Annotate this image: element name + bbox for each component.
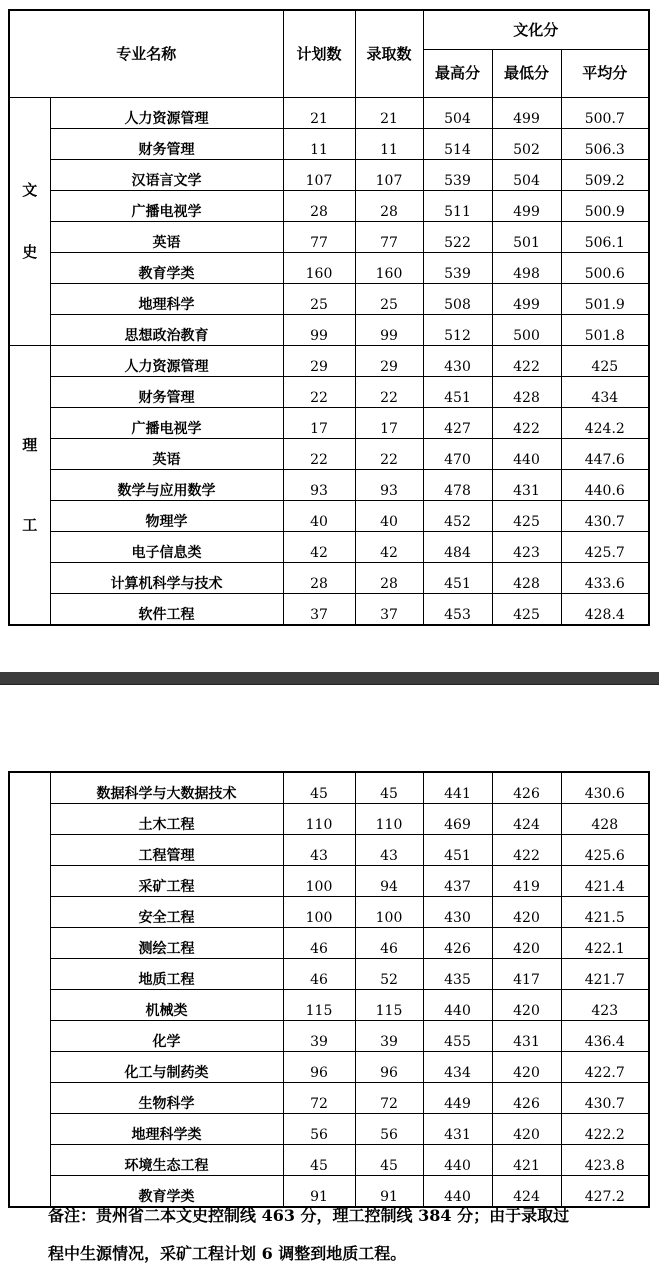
table-row: [9, 315, 649, 346]
plan-cell: 107: [283, 160, 355, 191]
admitted-cell: 115: [355, 990, 423, 1021]
avg-score-cell: 430.6: [561, 772, 649, 804]
max-score-cell: 440: [423, 990, 492, 1021]
category-cell: [9, 346, 50, 626]
major-name-cell: 测绘工程: [50, 928, 283, 959]
max-score-cell: 431: [423, 1114, 492, 1145]
plan-cell: 77: [283, 222, 355, 253]
admitted-cell: 107: [355, 160, 423, 191]
admitted-cell: 21: [355, 98, 423, 129]
admitted-cell: 22: [355, 439, 423, 470]
plan-cell: 99: [283, 315, 355, 346]
max-score-cell: 451: [423, 377, 492, 408]
note-line-2: 程中生源情况，采矿工程计划 6 调整到地质工程。: [48, 1244, 407, 1263]
admitted-cell: 29: [355, 346, 423, 377]
plan-cell: 46: [283, 928, 355, 959]
avg-score-cell: 423: [561, 990, 649, 1021]
admitted-cell: 45: [355, 772, 423, 804]
plan-cell: 100: [283, 897, 355, 928]
major-name-cell: 人力资源管理: [50, 346, 283, 377]
table-row: [9, 1145, 649, 1176]
avg-score-cell: 422.1: [561, 928, 649, 959]
admitted-cell: 45: [355, 1145, 423, 1176]
plan-cell: 22: [283, 439, 355, 470]
plan-cell: 93: [283, 470, 355, 501]
max-score-cell: 539: [423, 253, 492, 284]
avg-score-cell: 506.1: [561, 222, 649, 253]
table-row: [9, 1021, 649, 1052]
major-name-cell: 教育学类: [50, 253, 283, 284]
avg-score-cell: 501.9: [561, 284, 649, 315]
min-score-cell: 431: [492, 470, 561, 501]
avg-score-cell: 500.9: [561, 191, 649, 222]
avg-score-cell: 434: [561, 377, 649, 408]
plan-cell: 28: [283, 563, 355, 594]
plan-cell: 100: [283, 866, 355, 897]
admitted-cell: 39: [355, 1021, 423, 1052]
avg-score-cell: 501.8: [561, 315, 649, 346]
min-score-cell: 425: [492, 501, 561, 532]
max-score-cell: 504: [423, 98, 492, 129]
min-score-cell: 425: [492, 594, 561, 626]
major-name-cell: 英语: [50, 222, 283, 253]
avg-score-cell: 425.6: [561, 835, 649, 866]
header-culture-score: 文化分: [423, 10, 649, 50]
avg-score-cell: 421.7: [561, 959, 649, 990]
max-score-cell: 451: [423, 835, 492, 866]
plan-cell: 42: [283, 532, 355, 563]
admitted-cell: 160: [355, 253, 423, 284]
plan-cell: 39: [283, 1021, 355, 1052]
wenshi-section: [9, 98, 649, 346]
max-score-cell: 514: [423, 129, 492, 160]
avg-score-cell: 424.2: [561, 408, 649, 439]
category-cell: [9, 98, 50, 346]
plan-cell: 17: [283, 408, 355, 439]
header-row: [9, 10, 649, 50]
table-row: [9, 594, 649, 626]
min-score-cell: 500: [492, 315, 561, 346]
admitted-cell: 11: [355, 129, 423, 160]
major-name-cell: 数学与应用数学: [50, 470, 283, 501]
plan-cell: 11: [283, 129, 355, 160]
page-divider: [0, 672, 659, 685]
min-score-cell: 420: [492, 897, 561, 928]
header-plan: 计划数: [283, 10, 355, 98]
category-cell: [9, 772, 50, 1207]
table-row: [9, 772, 649, 804]
major-name-cell: 软件工程: [50, 594, 283, 626]
min-score-cell: 421: [492, 1145, 561, 1176]
admitted-cell: 22: [355, 377, 423, 408]
major-name-cell: 电子信息类: [50, 532, 283, 563]
max-score-cell: 434: [423, 1052, 492, 1083]
min-score-cell: 426: [492, 1083, 561, 1114]
min-score-cell: 431: [492, 1021, 561, 1052]
admitted-cell: 25: [355, 284, 423, 315]
min-score-cell: 424: [492, 804, 561, 835]
admitted-cell: 28: [355, 563, 423, 594]
major-name-cell: 财务管理: [50, 129, 283, 160]
note-line-1: 备注：贵州省二本文史控制线 463 分，理工控制线 384 分；由于录取过: [48, 1206, 570, 1225]
table-row: [9, 1176, 649, 1208]
max-score-cell: 470: [423, 439, 492, 470]
max-score-cell: 511: [423, 191, 492, 222]
admitted-cell: 96: [355, 1052, 423, 1083]
max-score-cell: 455: [423, 1021, 492, 1052]
category-label: 工: [22, 515, 38, 534]
header-min: 最低分: [492, 50, 561, 98]
table-row: [9, 532, 649, 563]
admitted-cell: 100: [355, 897, 423, 928]
min-score-cell: 420: [492, 1052, 561, 1083]
min-score-cell: 420: [492, 928, 561, 959]
plan-cell: 72: [283, 1083, 355, 1114]
header-major: 专业名称: [9, 10, 283, 98]
table-row: [9, 98, 649, 129]
admitted-cell: 94: [355, 866, 423, 897]
avg-score-cell: 436.4: [561, 1021, 649, 1052]
admitted-cell: 72: [355, 1083, 423, 1114]
max-score-cell: 440: [423, 1176, 492, 1208]
admitted-cell: 28: [355, 191, 423, 222]
max-score-cell: 478: [423, 470, 492, 501]
admitted-cell: 43: [355, 835, 423, 866]
max-score-cell: 453: [423, 594, 492, 626]
avg-score-cell: 500.6: [561, 253, 649, 284]
avg-score-cell: 428.4: [561, 594, 649, 626]
table-row: [9, 160, 649, 191]
table-row: [9, 897, 649, 928]
category-label: 文: [22, 181, 38, 199]
major-name-cell: 安全工程: [50, 897, 283, 928]
min-score-cell: 428: [492, 377, 561, 408]
avg-score-cell: 422.7: [561, 1052, 649, 1083]
min-score-cell: 420: [492, 990, 561, 1021]
major-name-cell: 地质工程: [50, 959, 283, 990]
major-name-cell: 土木工程: [50, 804, 283, 835]
table-row: [9, 129, 649, 160]
plan-cell: 45: [283, 1145, 355, 1176]
plan-cell: 56: [283, 1114, 355, 1145]
max-score-cell: 469: [423, 804, 492, 835]
major-name-cell: 环境生态工程: [50, 1145, 283, 1176]
max-score-cell: 452: [423, 501, 492, 532]
max-score-cell: 484: [423, 532, 492, 563]
category-label: 理: [22, 435, 38, 454]
avg-score-cell: 428: [561, 804, 649, 835]
max-score-cell: 508: [423, 284, 492, 315]
major-name-cell: 英语: [50, 439, 283, 470]
avg-score-cell: 506.3: [561, 129, 649, 160]
admitted-cell: 17: [355, 408, 423, 439]
min-score-cell: 424: [492, 1176, 561, 1208]
ligong-section: [9, 346, 649, 626]
max-score-cell: 426: [423, 928, 492, 959]
table-row: [9, 959, 649, 990]
major-name-cell: 化工与制药类: [50, 1052, 283, 1083]
avg-score-cell: 447.6: [561, 439, 649, 470]
avg-score-cell: 423.8: [561, 1145, 649, 1176]
major-name-cell: 汉语言文学: [50, 160, 283, 191]
admitted-cell: 42: [355, 532, 423, 563]
max-score-cell: 430: [423, 897, 492, 928]
min-score-cell: 426: [492, 772, 561, 804]
plan-cell: 40: [283, 501, 355, 532]
min-score-cell: 422: [492, 346, 561, 377]
table-row: [9, 990, 649, 1021]
min-score-cell: 504: [492, 160, 561, 191]
plan-cell: 46: [283, 959, 355, 990]
max-score-cell: 430: [423, 346, 492, 377]
table-row: [9, 1052, 649, 1083]
admitted-cell: 37: [355, 594, 423, 626]
table-row: [9, 563, 649, 594]
table-row: [9, 222, 649, 253]
plan-cell: 91: [283, 1176, 355, 1208]
table-row: [9, 284, 649, 315]
admitted-cell: 40: [355, 501, 423, 532]
table-row: [9, 501, 649, 532]
header-avg: 平均分: [561, 50, 649, 98]
plan-cell: 28: [283, 191, 355, 222]
plan-cell: 160: [283, 253, 355, 284]
major-name-cell: 教育学类: [50, 1176, 283, 1208]
major-name-cell: 生物科学: [50, 1083, 283, 1114]
avg-score-cell: 422.2: [561, 1114, 649, 1145]
min-score-cell: 499: [492, 284, 561, 315]
major-name-cell: 工程管理: [50, 835, 283, 866]
admitted-cell: 110: [355, 804, 423, 835]
max-score-cell: 522: [423, 222, 492, 253]
plan-cell: 110: [283, 804, 355, 835]
avg-score-cell: 427.2: [561, 1176, 649, 1208]
min-score-cell: 502: [492, 129, 561, 160]
table-row: [9, 835, 649, 866]
plan-cell: 21: [283, 98, 355, 129]
table-row: [9, 253, 649, 284]
major-name-cell: 采矿工程: [50, 866, 283, 897]
max-score-cell: 440: [423, 1145, 492, 1176]
plan-cell: 25: [283, 284, 355, 315]
header-max: 最高分: [423, 50, 492, 98]
admitted-cell: 91: [355, 1176, 423, 1208]
category-label: 史: [22, 243, 38, 261]
max-score-cell: 437: [423, 866, 492, 897]
table-row: [9, 928, 649, 959]
min-score-cell: 419: [492, 866, 561, 897]
major-name-cell: 财务管理: [50, 377, 283, 408]
max-score-cell: 441: [423, 772, 492, 804]
avg-score-cell: 430.7: [561, 501, 649, 532]
table-row: [9, 439, 649, 470]
table-row: [9, 1114, 649, 1145]
avg-score-cell: 500.7: [561, 98, 649, 129]
min-score-cell: 422: [492, 408, 561, 439]
min-score-cell: 499: [492, 191, 561, 222]
major-name-cell: 思想政治教育: [50, 315, 283, 346]
plan-cell: 37: [283, 594, 355, 626]
admitted-cell: 46: [355, 928, 423, 959]
plan-cell: 22: [283, 377, 355, 408]
major-name-cell: 地理科学: [50, 284, 283, 315]
table-row: [9, 804, 649, 835]
major-name-cell: 地理科学类: [50, 1114, 283, 1145]
max-score-cell: 435: [423, 959, 492, 990]
admission-table-page2: [8, 771, 650, 1208]
avg-score-cell: 509.2: [561, 160, 649, 191]
admitted-cell: 77: [355, 222, 423, 253]
max-score-cell: 449: [423, 1083, 492, 1114]
min-score-cell: 428: [492, 563, 561, 594]
table-row: [9, 866, 649, 897]
min-score-cell: 423: [492, 532, 561, 563]
min-score-cell: 420: [492, 1114, 561, 1145]
major-name-cell: 数据科学与大数据技术: [50, 772, 283, 804]
table-row: [9, 377, 649, 408]
admitted-cell: 93: [355, 470, 423, 501]
major-name-cell: 广播电视学: [50, 191, 283, 222]
plan-cell: 43: [283, 835, 355, 866]
major-name-cell: 广播电视学: [50, 408, 283, 439]
min-score-cell: 440: [492, 439, 561, 470]
admitted-cell: 56: [355, 1114, 423, 1145]
max-score-cell: 512: [423, 315, 492, 346]
table-row: [9, 408, 649, 439]
admission-table-page1: [8, 9, 650, 626]
plan-cell: 29: [283, 346, 355, 377]
major-name-cell: 机械类: [50, 990, 283, 1021]
major-name-cell: 计算机科学与技术: [50, 563, 283, 594]
avg-score-cell: 421.4: [561, 866, 649, 897]
table-row: [9, 191, 649, 222]
avg-score-cell: 430.7: [561, 1083, 649, 1114]
admitted-cell: 52: [355, 959, 423, 990]
avg-score-cell: 440.6: [561, 470, 649, 501]
min-score-cell: 499: [492, 98, 561, 129]
max-score-cell: 451: [423, 563, 492, 594]
max-score-cell: 427: [423, 408, 492, 439]
ligong-section-continued: [9, 772, 649, 1207]
major-name-cell: 物理学: [50, 501, 283, 532]
table-row: [9, 346, 649, 377]
plan-cell: 45: [283, 772, 355, 804]
max-score-cell: 539: [423, 160, 492, 191]
min-score-cell: 501: [492, 222, 561, 253]
min-score-cell: 498: [492, 253, 561, 284]
plan-cell: 115: [283, 990, 355, 1021]
min-score-cell: 422: [492, 835, 561, 866]
table-row: [9, 1083, 649, 1114]
major-name-cell: 人力资源管理: [50, 98, 283, 129]
avg-score-cell: 425.7: [561, 532, 649, 563]
header-admitted: 录取数: [355, 10, 423, 98]
plan-cell: 96: [283, 1052, 355, 1083]
min-score-cell: 417: [492, 959, 561, 990]
admitted-cell: 99: [355, 315, 423, 346]
major-name-cell: 化学: [50, 1021, 283, 1052]
table-row: [9, 470, 649, 501]
avg-score-cell: 433.6: [561, 563, 649, 594]
avg-score-cell: 425: [561, 346, 649, 377]
avg-score-cell: 421.5: [561, 897, 649, 928]
